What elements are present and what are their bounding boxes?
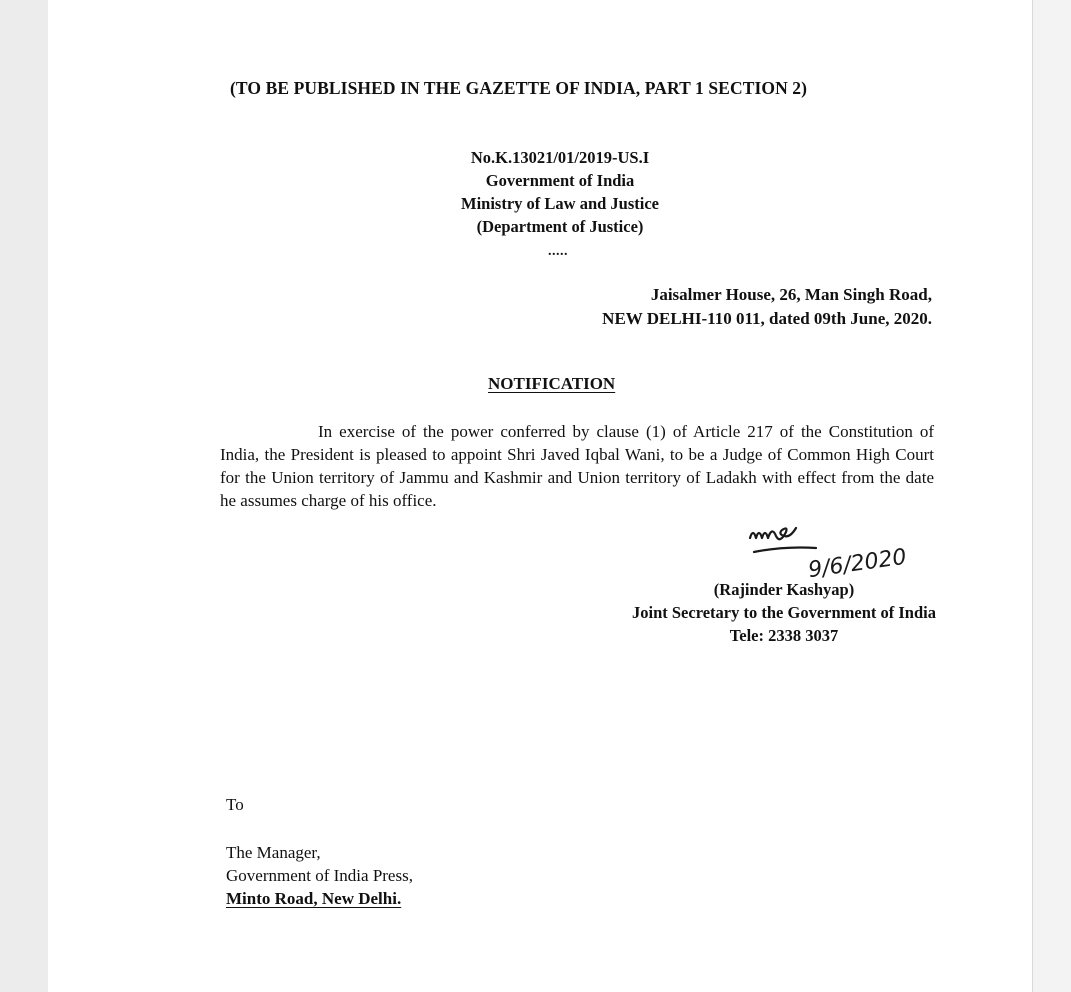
address-block xyxy=(602,283,932,331)
ministry-name: Ministry of Law and Justice xyxy=(461,194,659,213)
gazette-header: (TO BE PUBLISHED IN THE GAZETTE OF INDIA, PART 1 SECTION 2) xyxy=(230,78,808,98)
signatory-designation: Joint Secretary to the Government of India xyxy=(632,603,936,622)
signatory-block xyxy=(632,578,936,647)
reference-number: No.K.13021/01/2019-US.I xyxy=(470,148,650,167)
department-name: (Department of Justice) xyxy=(476,217,644,236)
handwritten-date: 9/6/2020 xyxy=(806,544,909,584)
separator-dots: ..... xyxy=(548,244,568,259)
address-line-1: Jaisalmer House, 26, Man Singh Road, xyxy=(650,285,932,304)
address-line-2: NEW DELHI-110 011, dated 09th June, 2020. xyxy=(602,309,932,328)
recipient-block xyxy=(226,841,413,910)
reference-block xyxy=(410,146,710,238)
recipient-line-2: Government of India Press, xyxy=(226,866,413,885)
handwritten-signature xyxy=(732,516,909,584)
scroll-edge xyxy=(1032,0,1071,992)
recipient-line-3: Minto Road, New Delhi. xyxy=(226,889,402,908)
to-label: To xyxy=(226,795,244,814)
signature-initials xyxy=(750,528,796,539)
document-page xyxy=(48,0,1032,992)
signature-underline xyxy=(754,548,816,553)
recipient-line-1: The Manager, xyxy=(226,843,321,862)
government-name: Government of India xyxy=(485,171,635,190)
signatory-name: (Rajinder Kashyap) xyxy=(713,580,855,599)
signatory-phone: Tele: 2338 3037 xyxy=(729,626,839,645)
notification-body: In exercise of the power conferred by clause (1) of Article 217 of the Constitution of India, the President is pleased to appoint Shri Javed Iqbal Wani, to be a Judge of Common High Court for the Union territory of Jammu and Kashmir and Union territory of Ladakh with effect from the date he assumes charge of his office. xyxy=(220,422,934,510)
notification-heading: NOTIFICATION xyxy=(488,374,616,393)
